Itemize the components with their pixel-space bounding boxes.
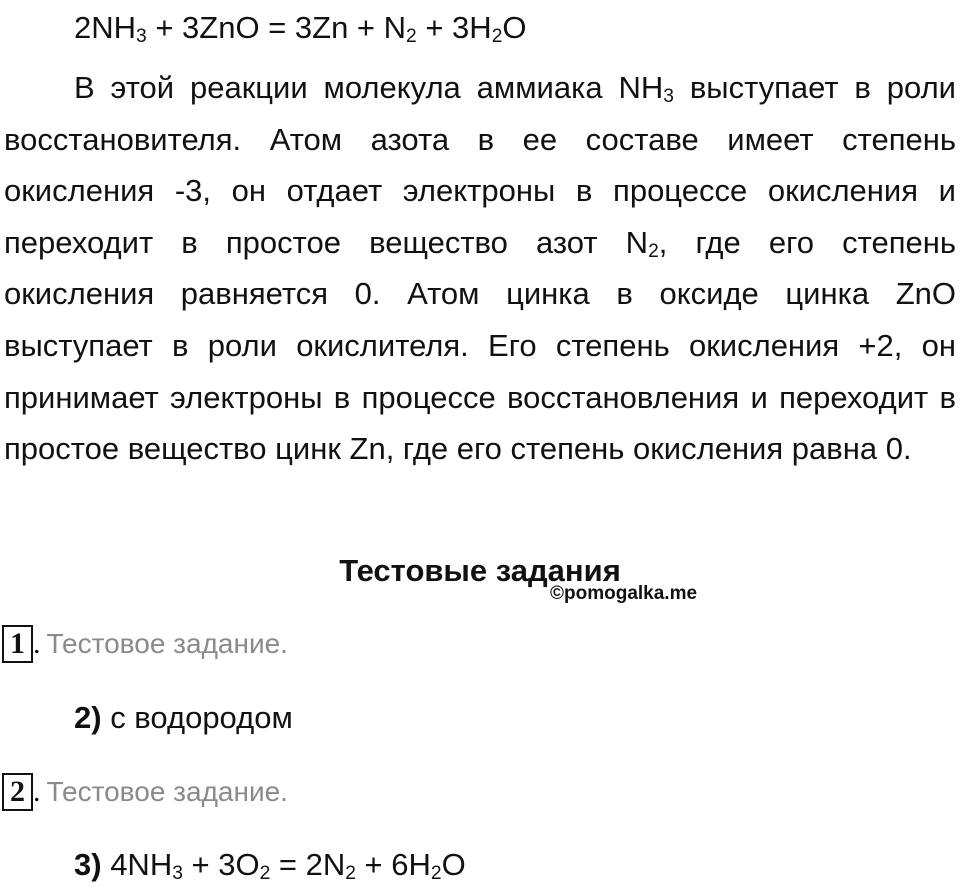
- answer-eq-part: + 3O: [182, 847, 260, 882]
- task-number-box: 1: [2, 625, 33, 663]
- answer-eq-subscript: 3: [172, 863, 183, 885]
- eq-part: O: [502, 10, 527, 45]
- task-2-header: [2, 773, 288, 817]
- paragraph-subscript: 3: [663, 86, 674, 108]
- answer-eq-part: O: [441, 847, 466, 882]
- eq-subscript: 2: [406, 26, 417, 48]
- reaction-equation: [74, 6, 527, 50]
- eq-part: + 3ZnO = 3Zn + N: [146, 10, 407, 45]
- answer-eq-subscript: 2: [430, 863, 442, 885]
- task-label: Тестовое задание.: [46, 628, 288, 659]
- task-dot: .: [33, 627, 41, 660]
- task-number-box: 2: [2, 773, 33, 811]
- task-label: Тестовое задание.: [46, 776, 288, 807]
- answer-number: 3): [74, 847, 102, 882]
- paragraph-text: выступает в роли восстановителя. Атом азота в ее составе имеет степень окисления -3, он отдает электроны в процессе окисления и переходит в простое вещество азот N: [4, 70, 956, 260]
- watermark: ©pomogalka.me: [550, 583, 698, 604]
- answer-eq-subscript: 2: [345, 863, 356, 885]
- task-1-header: [2, 625, 288, 669]
- task-1-answer: [74, 696, 293, 740]
- section-title: Тестовые задания: [339, 553, 621, 588]
- answer-number: 2): [74, 700, 102, 735]
- answer-eq-part: + 6H: [355, 847, 431, 882]
- paragraph-text: , где его степень окисления равняется 0. Атом цинка в оксиде цинка ZnO выступает в роли окислителя. Его степень окисления +2, он принимает электроны в процессе восстановления и переходит в простое вещество цинк Zn, где его степень окисления равна 0.: [4, 224, 956, 467]
- task-dot: .: [33, 775, 41, 808]
- answer-text: с водородом: [101, 700, 293, 735]
- answer-eq-subscript: 2: [259, 863, 271, 885]
- explanation-paragraph: [4, 62, 956, 475]
- eq-subscript: 3: [136, 26, 147, 48]
- paragraph-text: В этой реакции молекула аммиака NH: [74, 70, 664, 105]
- paragraph-subscript: 2: [648, 241, 659, 262]
- eq-part: 2NH: [74, 10, 137, 45]
- eq-subscript: 2: [491, 26, 503, 48]
- eq-part: + 3H: [416, 10, 492, 45]
- answer-eq-part: = 2N: [270, 847, 346, 882]
- answer-eq-part: 4NH: [101, 847, 173, 882]
- task-2-answer: [74, 843, 466, 887]
